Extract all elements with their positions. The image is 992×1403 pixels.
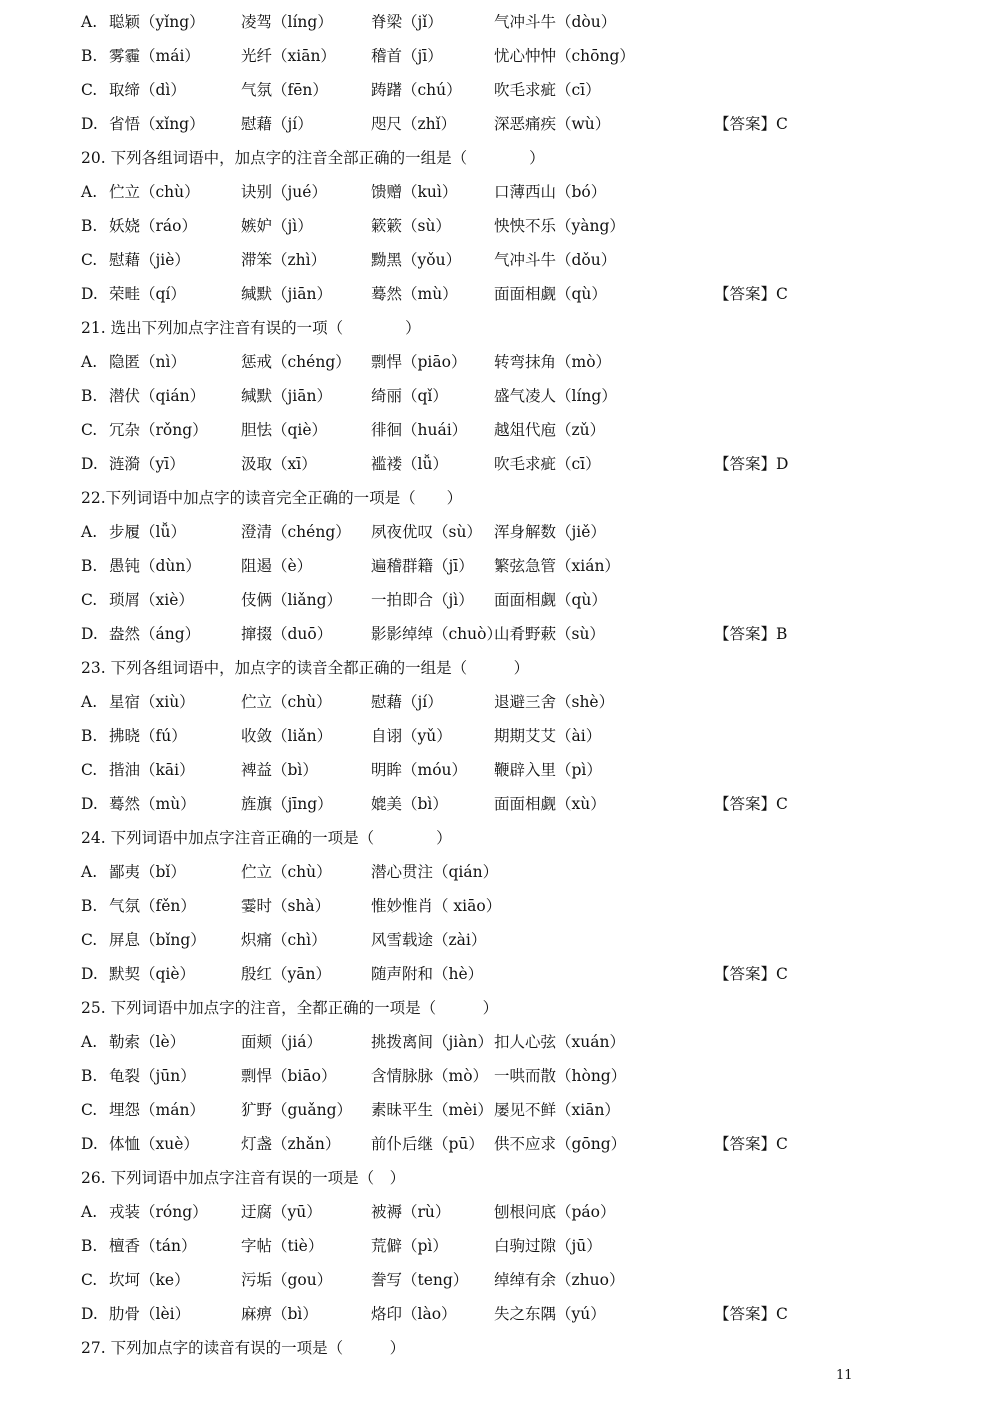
answer-key: 【答案】C [714,965,788,983]
option-word: 誊写（teng） [371,1271,469,1289]
option-word: 面面相觑（qù） [494,285,607,303]
option-word: 旌旗（jīng） [241,795,333,813]
question-text: 20. 下列各组词语中，加点字的注音全部正确的一组是（ ） [81,149,545,167]
option-word: 潜伏（qián） [109,387,206,405]
option-word: 含情脉脉（mò） [371,1067,489,1085]
option-word: 面面相觑（qù） [494,591,607,609]
option-word: 绰绰有余（zhuo） [494,1271,625,1289]
option-word: 龟裂（jūn） [109,1067,196,1085]
option-word: 白驹过隙（jū） [494,1237,602,1255]
option-label: D. [81,795,98,813]
option-label: D. [81,965,98,983]
option-word: 澄清（chéng） [241,523,351,541]
option-word: 缄默（jiān） [241,285,332,303]
option-word: 字帖（tiè） [241,1237,324,1255]
option-word: 影影绰绰（chuò） [371,625,502,643]
option-word: 戎装（róng） [109,1203,208,1221]
option-word: 慰藉（jí） [241,115,313,133]
option-word: 退避三舍（shè） [494,693,615,711]
option-word: 稽首（jī） [371,47,443,65]
question-text: 22.下列词语中加点字的读音完全正确的一项是（ ） [81,489,463,507]
option-word: 犷野（guǎng） [241,1101,353,1119]
option-label: C. [81,251,98,269]
option-word: 面面相觑（xù） [494,795,606,813]
option-word: 荒僻（pì） [371,1237,448,1255]
option-word: 气冲斗牛（dǒu） [494,251,617,269]
option-label: B. [81,557,98,575]
option-word: 缄默（jiān） [241,387,332,405]
option-word: 繁弦急管（xián） [494,557,620,575]
option-word: 坎坷（ke） [109,1271,190,1289]
option-word: 凌驾（líng） [241,13,333,31]
option-word: 聪颖（yǐng） [109,13,205,31]
option-label: C. [81,81,98,99]
option-label: C. [81,421,98,439]
option-word: 蓦然（mù） [371,285,458,303]
option-word: 供不应求（gōng） [494,1135,627,1153]
option-word: 嫉妒（jì） [241,217,313,235]
answer-key: 【答案】C [714,1135,788,1153]
option-word: 麻痹（bì） [241,1305,318,1323]
option-label: D. [81,625,98,643]
option-label: A. [81,353,98,371]
option-word: 省悟（xǐng） [109,115,205,133]
option-label: D. [81,1135,98,1153]
option-word: 一拍即合（jì） [371,591,474,609]
option-word: 刨根问底（páo） [494,1203,616,1221]
option-word: 忧心忡忡（chōng） [494,47,635,65]
option-word: 光纤（xiān） [241,47,336,65]
answer-key: 【答案】C [714,795,788,813]
option-word: 屏息（bǐng） [109,931,206,949]
option-word: 取缔（dì） [109,81,186,99]
option-label: A. [81,13,98,31]
option-label: C. [81,1101,98,1119]
option-word: 失之东隅（yú） [494,1305,606,1323]
option-word: 霎时（shà） [241,897,331,915]
option-word: 埋怨（mán） [109,1101,205,1119]
option-word: 屡见不鲜（xiān） [494,1101,620,1119]
option-word: 勒索（lè） [109,1033,186,1051]
option-label: A. [81,1203,98,1221]
option-word: 素昧平生（mèi） [371,1101,493,1119]
option-word: 媲美（bì） [371,795,448,813]
option-word: 裨益（bì） [241,761,318,779]
answer-key: 【答案】B [714,625,788,643]
option-word: 夙夜优叹（sù） [371,523,482,541]
option-word: 剽悍（piāo） [371,353,467,371]
option-word: 隐匿（nì） [109,353,186,371]
option-label: B. [81,897,98,915]
option-word: 绮丽（qǐ） [371,387,448,405]
option-word: 黝黑（yǒu） [371,251,462,269]
option-label: D. [81,1305,98,1323]
option-label: D. [81,115,98,133]
option-word: 剽悍（biāo） [241,1067,337,1085]
option-word: 吹毛求疵（cī） [494,455,601,473]
question-text: 25. 下列词语中加点字的注音，全都正确的一项是（ ） [81,999,499,1017]
option-word: 收敛（liǎn） [241,727,333,745]
option-word: 烙印（lào） [371,1305,457,1323]
question-text: 24. 下列词语中加点字注音正确的一项是（ ） [81,829,452,847]
option-word: 簌簌（sù） [371,217,451,235]
option-word: 气氛（fēn） [241,81,328,99]
option-label: C. [81,1271,98,1289]
option-word: 肋骨（lèi） [109,1305,191,1323]
question-text: 21. 选出下列加点字注音有误的一项（ ） [81,319,421,337]
option-label: B. [81,387,98,405]
option-word: 蓦然（mù） [109,795,196,813]
option-word: 自诩（yǔ） [371,727,452,745]
option-label: A. [81,183,98,201]
option-word: 褴褛（lǚ） [371,455,448,473]
option-word: 脊梁（jǐ） [371,13,443,31]
option-word: 琐屑（xiè） [109,591,194,609]
option-label: A. [81,1033,98,1051]
option-label: A. [81,693,98,711]
page-number: 11 [836,1368,853,1383]
option-word: 炽痛（chì） [241,931,327,949]
option-word: 妖娆（ráo） [109,217,197,235]
option-word: 伎俩（liǎng） [241,591,343,609]
option-word: 明眸（móu） [371,761,468,779]
option-word: 涟漪（yī） [109,455,185,473]
option-label: B. [81,1067,98,1085]
option-word: 徘徊（huái） [371,421,468,439]
option-word: 殷红（yān） [241,965,331,983]
option-word: 馈赠（kuì） [371,183,458,201]
option-word: 污垢（gou） [241,1271,333,1289]
option-word: 前仆后继（pū） [371,1135,484,1153]
option-word: 星宿（xiù） [109,693,195,711]
option-label: C. [81,761,98,779]
option-word: 盛气凌人（líng） [494,387,617,405]
question-text: 26. 下列词语中加点字注音有误的一项是（ ） [81,1169,406,1187]
option-word: 揩油（kāi） [109,761,195,779]
option-word: 扣人心弦（xuán） [494,1033,625,1051]
answer-key: 【答案】C [714,115,788,133]
option-word: 深恶痛疾（wù） [494,115,611,133]
option-word: 檀香（tán） [109,1237,197,1255]
option-word: 越俎代庖（zǔ） [494,421,606,439]
option-word: 口薄西山（bó） [494,183,607,201]
option-word: 胆怯（qiè） [241,421,328,439]
option-word: 拂晓（fú） [109,727,187,745]
answer-key: 【答案】D [714,455,789,473]
option-word: 伫立（chù） [241,863,332,881]
option-word: 一哄而散（hòng） [494,1067,627,1085]
option-label: A. [81,523,98,541]
option-word: 惩戒（chéng） [241,353,351,371]
option-label: A. [81,863,98,881]
option-word: 怏怏不乐（yàng） [494,217,625,235]
option-word: 期期艾艾（ài） [494,727,602,745]
option-word: 伫立（chù） [241,693,332,711]
option-word: 汲取（xī） [241,455,317,473]
question-text: 27. 下列加点字的读音有误的一项是（ ） [81,1339,406,1357]
option-word: 鞭辟入里（pì） [494,761,602,779]
option-word: 慰藉（jiè） [109,251,190,269]
option-word: 气冲斗牛（dòu） [494,13,617,31]
option-word: 惟妙惟肖（ xiāo） [371,897,502,915]
option-word: 山肴野蔌（sù） [494,625,605,643]
option-word: 步履（lǚ） [109,523,186,541]
option-label: C. [81,931,98,949]
option-word: 撺掇（duō） [241,625,333,643]
option-word: 阻遏（è） [241,557,313,575]
option-word: 荣畦（qí） [109,285,186,303]
answer-key: 【答案】C [714,285,788,303]
option-label: C. [81,591,98,609]
option-label: D. [81,285,98,303]
option-word: 滞笨（zhì） [241,251,327,269]
option-word: 转弯抹角（mò） [494,353,612,371]
question-text: 23. 下列各组词语中，加点字的读音全都正确的一组是（ ） [81,659,530,677]
option-label: B. [81,1237,98,1255]
option-word: 诀别（jué） [241,183,327,201]
option-word: 被褥（rù） [371,1203,451,1221]
option-word: 鄙夷（bǐ） [109,863,186,881]
option-label: B. [81,217,98,235]
option-word: 愚钝（dùn） [109,557,201,575]
option-word: 风雪载途（zài） [371,931,487,949]
option-label: D. [81,455,98,473]
option-word: 盎然（áng） [109,625,201,643]
option-word: 慰藉（jí） [371,693,443,711]
option-label: B. [81,47,98,65]
option-word: 踌躇（chú） [371,81,462,99]
option-word: 浑身解数（jiě） [494,523,606,541]
option-word: 吹毛求疵（cī） [494,81,601,99]
option-word: 冗杂（rǒng） [109,421,208,439]
option-word: 伫立（chù） [109,183,200,201]
answer-key: 【答案】C [714,1305,788,1323]
option-word: 潜心贯注（qián） [371,863,499,881]
option-word: 灯盏（zhǎn） [241,1135,341,1153]
option-word: 雾霾（mái） [109,47,200,65]
option-label: B. [81,727,98,745]
option-word: 随声附和（hè） [371,965,484,983]
option-word: 遍稽群籍（jī） [371,557,474,575]
option-word: 咫尺（zhǐ） [371,115,457,133]
option-word: 默契（qiè） [109,965,196,983]
option-word: 挑拨离间（jiàn） [371,1033,493,1051]
option-word: 面颊（jiá） [241,1033,323,1051]
option-word: 迂腐（yū） [241,1203,322,1221]
option-word: 气氛（fěn） [109,897,196,915]
option-word: 体恤（xuè） [109,1135,199,1153]
